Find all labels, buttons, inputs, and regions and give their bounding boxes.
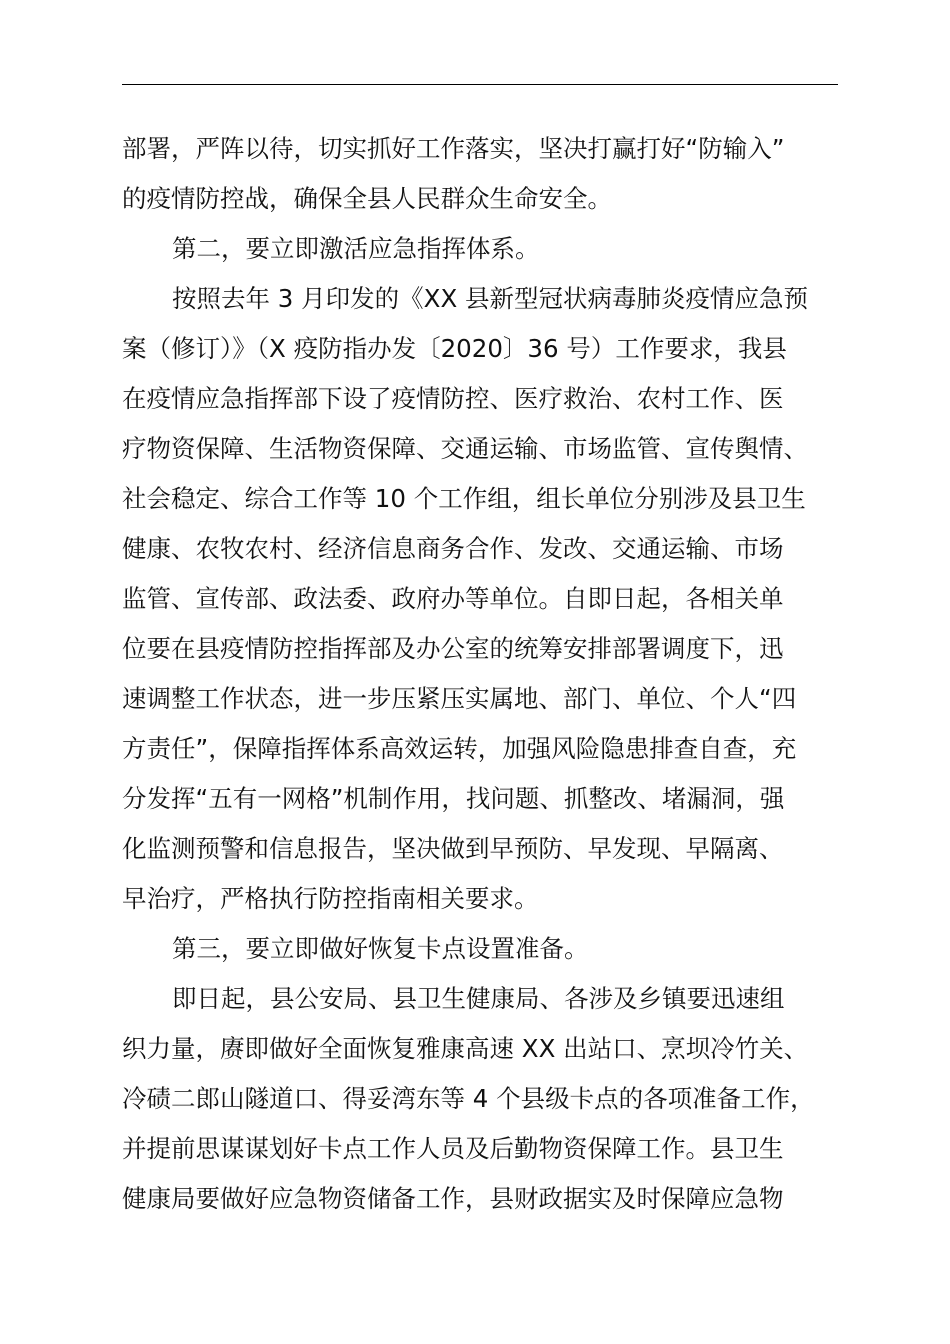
text-line-1: 部署，严阵以待，切实抓好工作落实，坚决打赢打好“防输入” xyxy=(122,134,785,163)
text-line-10: 监管、宣传部、政法委、政府办等单位。自即日起，各相关单 xyxy=(122,584,784,613)
text-line-22: 健康局要做好应急物资储备工作，县财政据实及时保障应急物 xyxy=(122,1184,784,1213)
text-line-20: 冷碛二郎山隧道口、得妥湾东等 4 个县级卡点的各项准备工作， xyxy=(122,1084,815,1113)
section-heading-3: 第三，要立即做好恢复卡点设置准备。 xyxy=(172,934,589,963)
text-line-18: 即日起，县公安局、县卫生健康局、各涉及乡镇要迅速组 xyxy=(172,984,785,1013)
text-line-21: 并提前思谋谋划好卡点工作人员及后勤物资保障工作。县卫生 xyxy=(122,1134,784,1163)
text-line-6: 在疫情应急指挥部下设了疫情防控、医疗救治、农村工作、医 xyxy=(122,384,784,413)
text-line-15: 化监测预警和信息报告，坚决做到早预防、早发现、早隔离、 xyxy=(122,834,784,863)
header-rule xyxy=(122,84,838,85)
section-heading-2: 第二，要立即激活应急指挥体系。 xyxy=(172,234,540,263)
text-line-9: 健康、农牧农村、经济信息商务合作、发改、交通运输、市场 xyxy=(122,534,784,563)
text-line-19: 织力量，赓即做好全面恢复雅康高速 XX 出站口、烹坝冷竹关、 xyxy=(122,1034,809,1063)
text-line-12: 速调整工作状态，进一步压紧压实属地、部门、单位、个人“四 xyxy=(122,684,797,713)
text-line-16: 早治疗，严格执行防控指南相关要求。 xyxy=(122,884,539,913)
text-line-4: 按照去年 3 月印发的《XX 县新型冠状病毒肺炎疫情应急预 xyxy=(172,284,809,313)
text-line-7: 疗物资保障、生活物资保障、交通运输、市场监管、宣传舆情、 xyxy=(122,434,808,463)
text-line-5: 案（修订）》（X 疫防指办发〔2020〕36 号）工作要求，我县 xyxy=(122,334,787,363)
document-body xyxy=(122,124,852,1224)
text-line-13: 方责任”，保障指挥体系高效运转，加强风险隐患排查自查，充 xyxy=(122,734,797,763)
text-line-11: 位要在县疫情防控指挥部及办公室的统筹安排部署调度下，迅 xyxy=(122,634,784,663)
text-line-14: 分发挥“五有一网格”机制作用，找问题、抓整改、堵漏洞，强 xyxy=(122,784,785,813)
text-line-2: 的疫情防控战，确保全县人民群众生命安全。 xyxy=(122,184,612,213)
text-line-8: 社会稳定、综合工作等 10 个工作组，组长单位分别涉及县卫生 xyxy=(122,484,806,513)
